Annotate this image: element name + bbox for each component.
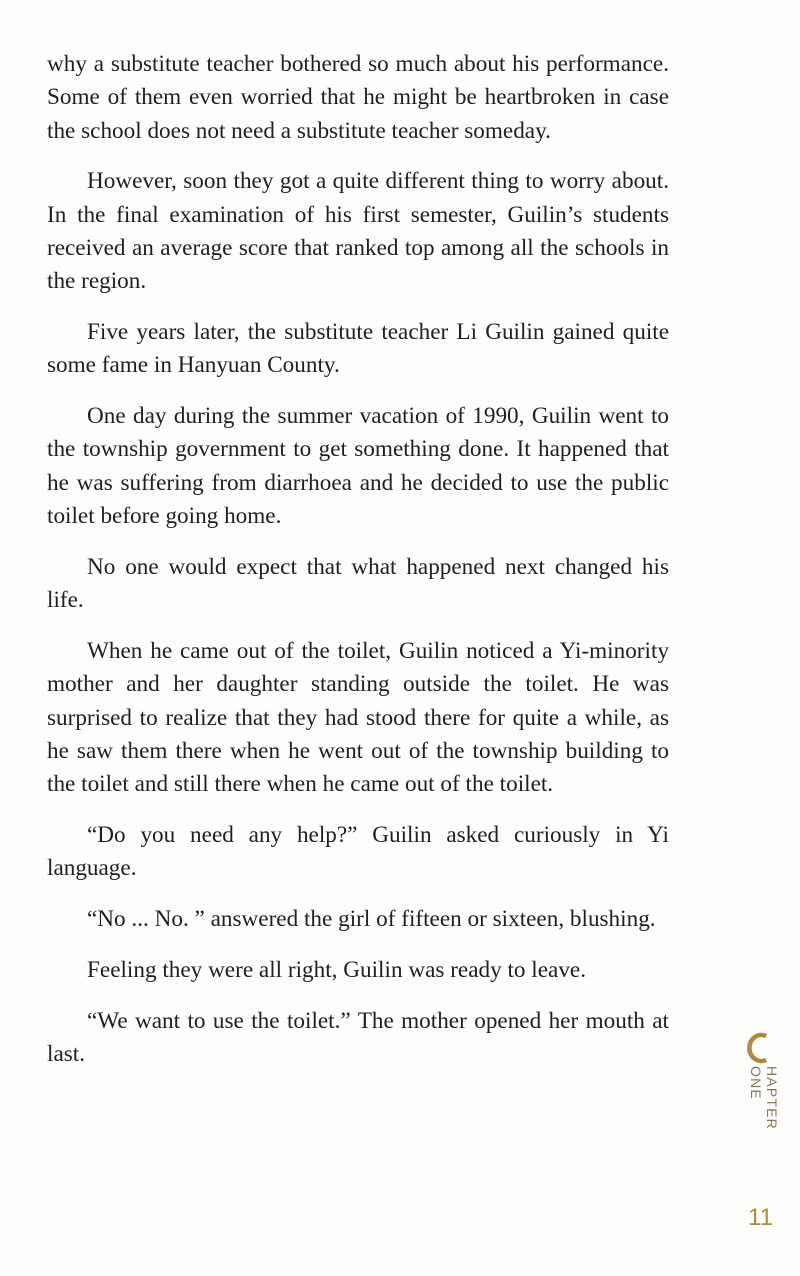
chapter-initial: C bbox=[644, 932, 645, 933]
paragraph-7: “Do you need any help?” Guilin asked curiously in Yi language. bbox=[47, 821, 669, 882]
paragraph-10: “We want to use the toilet.” The mother opened her mouth at last. bbox=[47, 1007, 669, 1067]
paragraph-1: why a substitute teacher bothered so much about his performance. Some of them even worried that he might be heartbroken in case the school does not need a substitute teacher someday. bbox=[47, 51, 669, 144]
paragraph-6: When he came out of the toilet, Guilin noticed a Yi-minority mother and her daughter standing outside the toilet. He was surprised to realize that they had stood there for quite a while, as he saw them there when he went out of the township building to the toilet and still there when he came out of the toilet. bbox=[47, 637, 669, 798]
paragraph-4: One day during the summer vacation of 1990, Guilin went to the township government to get something done. It happened that he was suffering from diarrhoea and he decided to use the public toilet before going home. bbox=[47, 403, 669, 530]
body-text bbox=[47, 48, 669, 1089]
paragraph-9: Feeling they were all right, Guilin was ready to leave. bbox=[87, 956, 587, 983]
paragraph-3: Five years later, the substitute teacher Li Guilin gained quite some fame in Hanyuan County. bbox=[47, 319, 669, 379]
chapter-initial-c-icon bbox=[644, 932, 772, 1064]
paragraph-8: “No ... No. ” answered the girl of fifteen or sixteen, blushing. bbox=[87, 906, 656, 933]
paragraph-2: However, soon they got a quite different thing to worry about. In the final examination of his first semester, Guilin’s students received an average score that ranked top among all the schools in the region. bbox=[47, 168, 669, 295]
chapter-label bbox=[644, 932, 782, 1162]
paragraph-5: No one would expect that what happened next changed his life. bbox=[47, 553, 669, 614]
chapter-title: HAPTER ONE bbox=[748, 1066, 780, 1130]
page-number: 11 bbox=[748, 1204, 773, 1231]
